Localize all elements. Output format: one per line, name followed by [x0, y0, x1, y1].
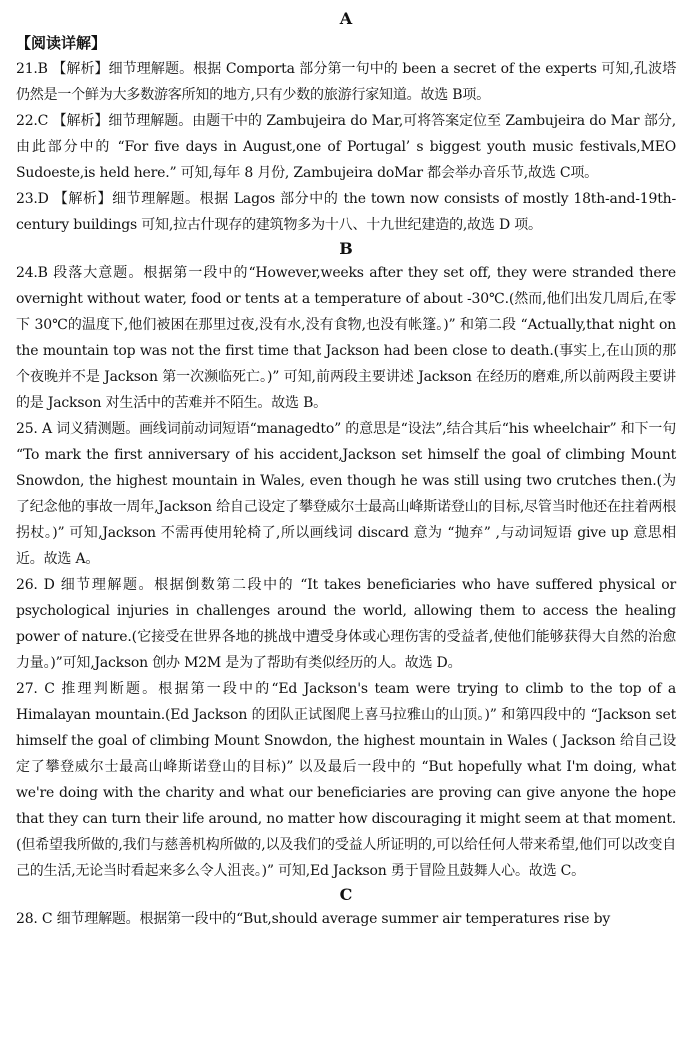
reading-explanation-header: 【阅读详解】: [16, 34, 107, 52]
answer-item-27: 27. C 推理判断题。根据第一段中的“Ed Jackson's team were trying to climb to the top of a Himalayan mountain.(Ed Jackson 的团队正试图爬上喜马拉雅山的山顶。)” 和第四段中的 “Jackson set himself the goal of climbing Mount Snowdon, the highest mountain in Wales ( Jackson 给自己设定了攀登威尔士最高山峰斯诺登山的目标)” 以及最后一段中的 “But hopefully what I'm doing, what we're doing with the charity and what our beneficiaries are proving can give anyone the hope that they can turn their life around, no matter how discouraging it might seem at that moment.(但希望我所做的,我们与慈善机构所做的,以及我们的受益人所证明的,可以给任何人带来希望,他们可以改变自己的生活,无论当时看起来多么令人沮丧。)” 可知,Ed Jackson 勇于冒险且鼓舞人心。故选 C。: [16, 681, 676, 879]
answer-item-25: 25. A 词义猜测题。画线词前动词短语“managedto” 的意思是“设法”,结合其后“his wheelchair” 和下一句 “To mark the first anniversary of his accident,Jackson set himself the goal of climbing Mount Snowdon, the highest mountain in Wales, even though he was still using two crutches then.(为了纪念他的事故一周年,Jackson 给自己设定了攀登威尔士最高山峰斯诺登山的目标,尽管当时他还在拄着两根拐杖。)” 可知,Jackson 不需再使用轮椅了,所以画线词 discard 意为 “抛弃” ,与动词短语 give up 意思相近。故选 A。: [16, 421, 676, 567]
answer-item-24: 24.B 段落大意题。根据第一段中的“However,weeks after they set off, they were stranded there overnight without water, food or tents at a temperature of about -30℃.(然而,他们出发几周后,在零下 30℃的温度下,他们被困在那里过夜,没有水,没有食物,也没有帐篷。)” 和第二段 “Actually,that night on the mountain top was not the first time that Jackson had been close to death.(事实上,在山顶的那个夜晚并不是 Jackson 第一次濒临死亡。)” 可知,前两段主要讲述 Jackson 在经历的磨难,所以前两段主要讲的是 Jackson 对生活中的苦难并不陌生。故选 B。: [16, 265, 676, 411]
section-heading-a: A: [339, 9, 353, 28]
answer-item-26: 26. D 细节理解题。根据倒数第二段中的 “It takes beneficiaries who have suffered physical or psychological injuries in challenges around the world, allowing them to access the healing power of nature.(它接受在世界各地的挑战中遭受身体或心理伤害的受益者,使他们能够获得大自然的治愈力量。)”可知,Jackson 创办 M2M 是为了帮助有类似经历的人。故选 D。: [16, 577, 676, 671]
section-heading-b: B: [339, 239, 353, 258]
answer-item-22: 22.C 【解析】细节理解题。由题干中的 Zambujeira do Mar,可将答案定位至 Zambujeira do Mar 部分,由此部分中的 “For five days in August,one of Portugal’ s biggest youth music festivals,MEO Sudoeste,is held here.” 可知,每年 8 月份, Zambujeira doMar 都会举办音乐节,故选 C项。: [16, 113, 676, 181]
section-heading-c: C: [339, 885, 353, 904]
answer-item-28: 28. C 细节理解题。根据第一段中的“But,should average summer air temperatures rise by: [16, 911, 611, 927]
answer-item-23: 23.D 【解析】细节理解题。根据 Lagos 部分中的 the town now consists of mostly 18th-and-19th-century buildings 可知,拉古什现存的建筑物多为十八、十九世纪建造的,故选 D 项。: [16, 191, 676, 233]
answer-item-21: 21.B 【解析】细节理解题。根据 Comporta 部分第一句中的 been a secret of the experts 可知,孔波塔仍然是一个鲜为大多数游客所知的地方,只有少数的旅游行家知道。故选 B项。: [16, 61, 676, 103]
